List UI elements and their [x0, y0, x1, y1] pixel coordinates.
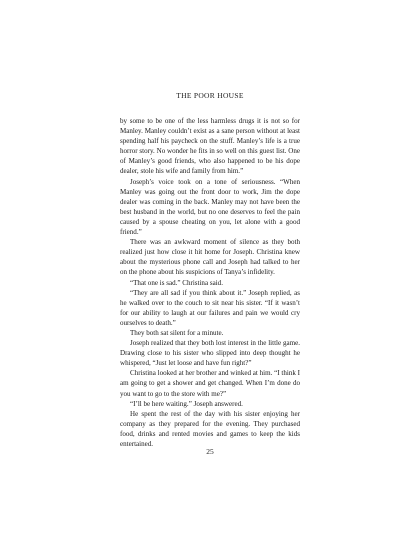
- paragraph: Christina looked at her brother and winked at him. “I think I am going to get a shower and get changed. When I’m done do you want to go to the store with me?”: [120, 369, 300, 398]
- running-head: THE POOR HOUSE: [176, 91, 244, 100]
- paragraph: Joseph realized that they both lost interest in the little game. Drawing close to his sister who slipped into deep thought he whispered, “Just let loose and have fun right?”: [120, 339, 300, 368]
- paragraph: They both sat silent for a minute.: [130, 328, 224, 337]
- paragraph: by some to be one of the less harmless drugs it is not so for Manley. Manley couldn’t exist as a sane person without at least spending half his paycheck on the stuff. Manley’s life is a true horror story. No wonder he fits in so well on this guest list. One of Manley’s good friends, who also happened to be his dope dealer, stole his wife and family from him.”: [120, 117, 300, 176]
- paragraph: “They are all sad if you think about it.” Joseph replied, as he walked over to the couch to sit near his sister. “If it wasn’t for our ability to laugh at our failures and pain we would cry ourselves to death.”: [120, 288, 300, 327]
- body-text: [120, 116, 300, 449]
- page-number: 25: [206, 447, 214, 456]
- paragraph: “I’ll be here waiting.” Joseph answered.: [130, 399, 243, 408]
- paragraph: He spent the rest of the day with his sister enjoying her company as they prepared for the evening. They purchased food, drinks and rented movies and games to keep the kids entertained.: [120, 409, 300, 448]
- paragraph: “That one is sad.” Christina said.: [130, 278, 223, 287]
- paragraph: There was an awkward moment of silence as they both realized just how close it hit home for Joseph. Christina knew about the mysterious phone call and Joseph had talked to her on the phone about his suspicions of Tanya’s infidelity.: [120, 238, 300, 277]
- paragraph: Joseph’s voice took on a tone of seriousness. “When Manley was going out the front door to work, Jim the dope dealer was coming in the back. Manley may not have been the best husband in the world, but no one deserves to feel the pain caused by a spouse cheating on you, let alone with a good friend.”: [120, 177, 300, 237]
